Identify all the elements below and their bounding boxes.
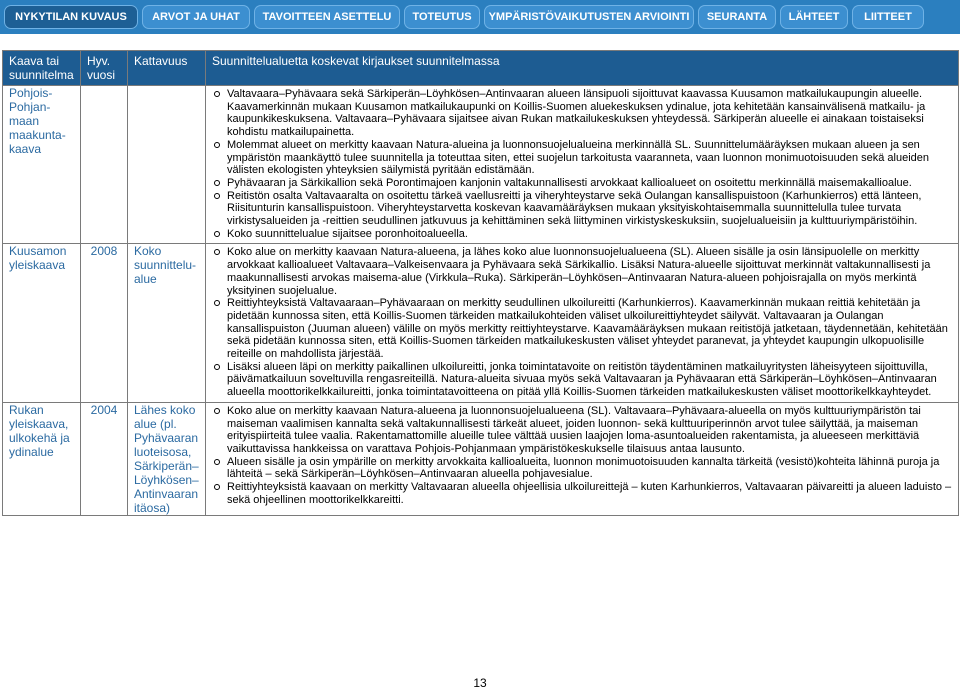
list-item-text: Pyhävaaran ja Särkikallion sekä Porontimajoen kanjonin valtakunnallisesti arvokkaat kallioalueet on osoitettu merkinnällä maisemakallioalue.	[227, 176, 912, 189]
list-item-text: Koko suunnittelualue sijaitsee poronhoitoalueella.	[227, 227, 468, 240]
tab-seuranta[interactable]: SEURANTA	[698, 5, 776, 29]
coverage: Lähes koko alue (pl. Pyhävaaran luoteisosa, Särkiperän–Löyhkösen–Antinvaaran itäosa)	[128, 402, 206, 515]
bullet-icon	[214, 484, 220, 490]
list-item-text: Reittiyhteyksistä kaavaan on merkitty Valtavaaran alueella ohjeellisia ulkoilureittejä – kuten Karhunkierros, Valtavaaran päivareitti ja alueen laduisto – sekä ohjeellinen moottorikelkkareitti.	[227, 481, 952, 506]
list-item	[212, 361, 954, 399]
coverage: Koko suunnittelu-alue	[128, 244, 206, 402]
bullet-icon	[214, 231, 220, 237]
list-item-text: Koko alue on merkitty kaavaan Natura-alueena ja luonnonsuojelualueena (SL). Valtavaara–Pyhävaara-alueella on myös kulttuuriympäristön tai maiseman vaalimisen kannalta sekä valtakunnallisesti tärkeät alueet, joiden luonnon- sekä kulttuuriperinnön arvot tulee säilyttää, ja maiseman erityispiirteitä tulee vaalia. Rakentamattomille alueille tulee välttää uusien laajojen loma-asuntoalueiden rakentamista, ja alueeseen merkittäviä vaikuttavissa hankkeissa on varattava Pohjois-Pohjanmaan ympäristökeskukselle tilaisuus antaa lausunto.	[227, 404, 921, 455]
entries-cell	[206, 244, 959, 402]
plan-name: Kuusamon yleiskaava	[3, 244, 81, 402]
plan-name: Rukan yleiskaava, ulkokehä ja ydinalue	[3, 402, 81, 515]
bullet-icon	[214, 459, 220, 465]
entries-cell	[206, 402, 959, 515]
header-coverage: Kattavuus	[128, 51, 206, 86]
tab-ymparistovaikutusten-arviointi[interactable]: YMPÄRISTÖVAIKUTUSTEN ARVIOINTI	[484, 5, 694, 29]
bullet-icon	[214, 364, 220, 370]
list-item	[212, 228, 954, 241]
tab-tavoitteen-asettelu[interactable]: TAVOITTEEN ASETTELU	[254, 5, 400, 29]
approval-year: 2008	[81, 244, 128, 402]
bullet-icon	[214, 249, 220, 255]
approval-year	[81, 86, 128, 244]
bullet-icon	[214, 180, 220, 186]
approval-year: 2004	[81, 402, 128, 515]
bullet-icon	[214, 142, 220, 148]
plans-table	[2, 50, 959, 516]
bullet-icon	[214, 300, 220, 306]
table-header-row	[3, 51, 959, 86]
list-item	[212, 139, 954, 177]
tab-toteutus[interactable]: TOTEUTUS	[404, 5, 480, 29]
list-item-text: Koko alue on merkitty kaavaan Natura-alueena, ja lähes koko alue luonnonsuojelualueena (SL). Alueen sisälle ja osin länsipuolelle on merkitty arvokkaat kallioalueet Valtavaara–Valkeisenvaara ja Pyhävaara sekä Särkikallio. Lisäksi Natura-alueelle sijoittuvat merkinnät valtakunnallisesti ja maakunnallisesti arvokas maisema-alue (Virkkula–Ruka). Särkiperän–Löyhkösen–Antinvaaran Natura-alueen pohjoisrajalla on myös merkintä yksityinen suojelualue.	[227, 246, 931, 297]
list-item	[212, 88, 954, 139]
entries-cell	[206, 86, 959, 244]
table-row	[3, 244, 959, 402]
list-item	[212, 177, 954, 190]
list-item-text: Reittiyhteyksistä Valtavaaraan–Pyhävaaraan on merkitty seudullinen ulkoilureitti (Karhunkierros). Kaavamerkinnän mukaan reittiä kehitetään ja pidetään kunnossa siten, että Koillis-Suomen tärkeiden matkailukohteiden väliset ulkoilureittiyhteydet säilyvät. Valtavaaran ja Oulangan kansallispuiston (Juuman alueen) välille on myös merkitty reittiyhteystarve. Kaavamääräyksen mukaan reitistöjä jatketaan, täydennetään, kehitetään sekä pidetään kunnossa siten, että Koillis-Suomen tärkeiden matkailukeskusten väliset yhteydet paranevat, ja yhteydet kaupungin ulkopuolisille reiteille on mahdollista järjestää.	[227, 297, 948, 361]
tab-nykytilan-kuvaus[interactable]: NYKYTILAN KUVAUS	[4, 5, 138, 29]
bullet-icon	[214, 91, 220, 97]
page-number: 13	[473, 676, 487, 688]
header-year: Hyv. vuosi	[81, 51, 128, 86]
list-item	[212, 190, 954, 228]
tab-arvot-ja-uhat[interactable]: ARVOT JA UHAT	[142, 5, 250, 29]
list-item	[212, 297, 954, 361]
table-row	[3, 402, 959, 515]
header-plan: Kaava tai suunnitelma	[3, 51, 81, 86]
table-row	[3, 86, 959, 244]
top-navigation	[0, 0, 960, 34]
tab-lahteet[interactable]: LÄHTEET	[780, 5, 848, 29]
list-item	[212, 456, 954, 481]
coverage	[128, 86, 206, 244]
list-item	[212, 481, 954, 506]
header-entries: Suunnittelualuetta koskevat kirjaukset suunnitelmassa	[206, 51, 959, 86]
list-item-text: Alueen sisälle ja osin ympärille on merkitty arvokkaita kallioalueita, luonnon monimuotoisuuden kannalta tärkeitä (vesistö)kohteita lähinnä puroja ja lähteitä – sekä Särkiperän–Löyhkösen–Antinvaaran alueella pohjavesialue.	[227, 455, 940, 481]
list-item	[212, 246, 954, 297]
list-item-text: Valtavaara–Pyhävaara sekä Särkiperän–Löyhkösen–Antinvaaran alueen länsipuoli sijoittuvat kaavassa Kuusamon matkailukaupungin alueelle. Kaavamerkinnän mukaan Kuusamon matkailukaupunki on Koillis-Suomen aluekeskuksen ydinalue, jota kehitetään kansainvälisenä matkailu- ja kaupunkikeskuksena. Valtavaara–Pyhävaara sijaitsee aivan Rukan matkailukeskuksen yhteydessä. Särkiperän alueelle ei ainakaan toistaiseksi kohdistu matkailupainetta.	[227, 88, 926, 139]
bullet-icon	[214, 408, 220, 414]
list-item	[212, 405, 954, 456]
list-item-text: Molemmat alueet on merkitty kaavaan Natura-alueina ja luonnonsuojelualueina merkinnällä SL. Suunnittelumääräyksen mukaan alueen ja sen ympäristön maankäyttö tulee suunnitella ja toteuttaa siten, ettei suojelun tarkoitusta vaaranneta, vaan luonnon monimuotoisuuden sekä alueiden välisten ekologisten yhteyksien säilymistä pyritään edistämään.	[227, 138, 930, 177]
list-item-text: Lisäksi alueen läpi on merkitty paikallinen ulkoilureitti, jonka toimintatavoite on reitistön täydentäminen matkailuyritysten läheisyyteen sijoittuvilla, päivämatkailuun soveltuvilla rengasreiteillä. Natura-alueita sivuaa myös sekä Valtavaaran ja Pyhävaaran että Särkiperän–Löyhkösen–Antinvaaran alueella moottorikelkkailureitti, jonka toimintatavoitteena on pitää yllä Koillis-Suomen tärkeiden matkailukeskusten väliset moottorikelkkayhteydet.	[227, 360, 937, 399]
tab-liitteet[interactable]: LIITTEET	[852, 5, 924, 29]
list-item-text: Reitistön osalta Valtavaaralta on osoitettu tärkeä vaellusreitti ja viheryhteystarve sekä Oulangan kansallispuistoon (Karhunkierros) että länteen, Riisitunturin kansallispuistoon. Viheryhteystarvetta koskevan kaavamääräyksen mukaan yksityiskohtaisemmalla suunnittelulla tulee turvata virkistysalueiden ja -reittien seudullinen jatkuvuus ja kehittäminen sekä liittyminen virkistyskeskuksiin, suojelualueisiin ja kulttuuriympäristöihin.	[227, 189, 922, 228]
plan-name: Pohjois-Pohjan-maan maakunta-kaava	[3, 86, 81, 244]
bullet-icon	[214, 193, 220, 199]
